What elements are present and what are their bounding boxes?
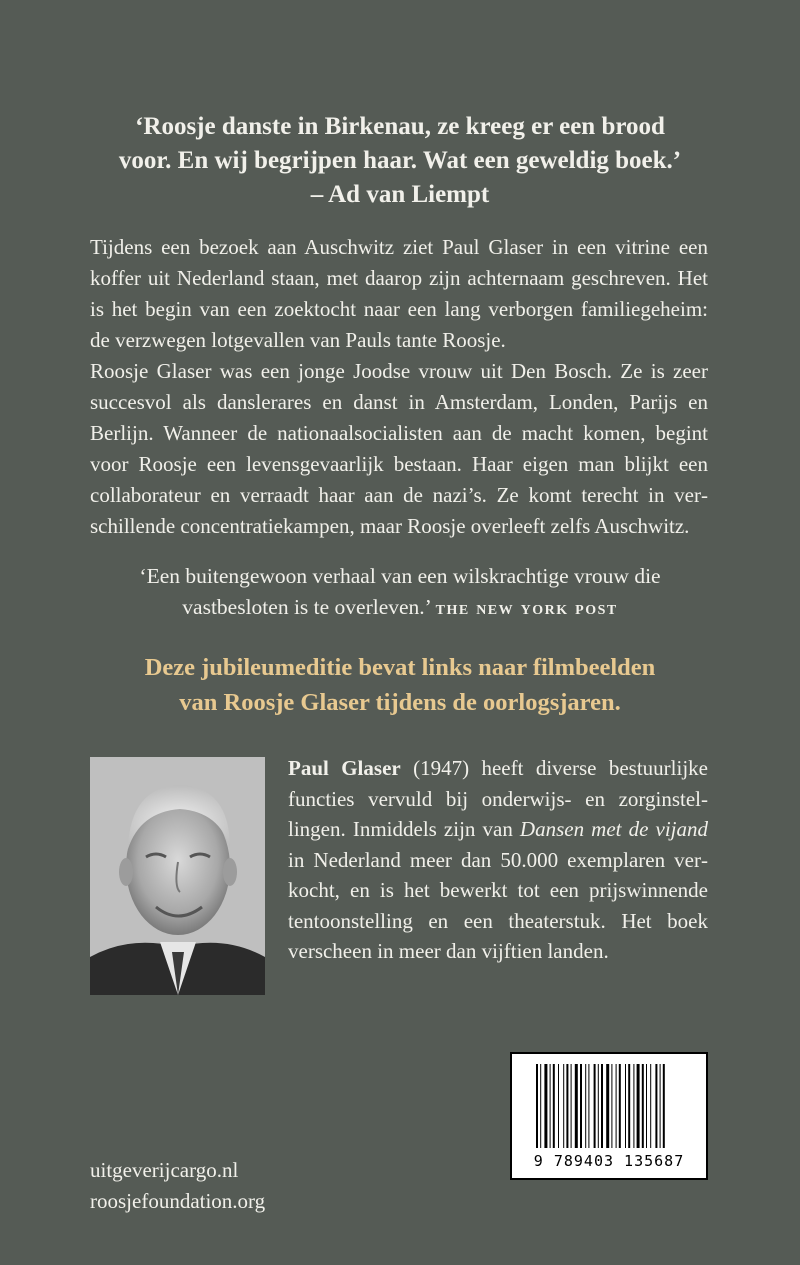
top-quote-line-2: voor. En wij begrijpen haar. Wat een geweldig boek.’ xyxy=(118,147,682,174)
barcode-bar xyxy=(563,1064,564,1148)
url-publisher[interactable]: uitgeverijcargo.nl xyxy=(90,1158,239,1182)
barcode-bar xyxy=(544,1064,547,1148)
barcode-bar xyxy=(571,1064,572,1148)
mid-quote xyxy=(0,561,800,624)
barcode-bar xyxy=(588,1064,589,1148)
book-title: Dansen met de vijand xyxy=(519,817,708,841)
blurb xyxy=(90,232,708,542)
mid-quote-line-1: ‘Een buitengewoon verhaal van een wilskrachtige vrouw die xyxy=(139,564,661,588)
barcode-bar xyxy=(625,1064,626,1148)
bio-text-part-2: in Nederland meer dan 50.000 exemplaren verkocht, en is het bewerkt tot een prijswinnende tentoonstelling en een theaterstuk. Het boek verscheen in meer dan vijftien landen. xyxy=(288,847,708,963)
top-quote-attribution: – Ad van Liempt xyxy=(310,181,490,208)
publisher-urls xyxy=(90,1155,265,1217)
mid-quote-line-2: vastbesloten is te overleven.’ xyxy=(182,595,431,619)
barcode-bar xyxy=(585,1064,586,1148)
blurb-paragraph-1: Tijdens een bezoek aan Auschwitz ziet Paul Glaser in een vitrine een koffer uit Nederland staan, met daarop zijn achternaam geschreven. Het is het begin van een zoektocht naar een lang verborgen familiegeheim: de verzwegen lotgevallen van Pauls tante Roosje. xyxy=(90,235,708,352)
barcode-bar xyxy=(642,1064,644,1148)
bio-text-part-1: (1947) heeft diverse bestuurlijke functies vervuld bij onderwijs- en zorginstellingen. Inmiddels zijn van xyxy=(288,756,708,841)
barcode-bar xyxy=(553,1064,555,1148)
barcode-bar xyxy=(633,1064,634,1148)
barcode-bar xyxy=(594,1064,596,1148)
barcode-bar xyxy=(606,1064,609,1148)
author-bio-text xyxy=(288,753,708,967)
barcode-bar xyxy=(663,1064,665,1148)
author-name: Paul Glaser xyxy=(288,756,401,780)
barcode-number: 9 789403 135687 xyxy=(533,1152,685,1170)
edition-highlight xyxy=(0,650,800,720)
barcode-bar xyxy=(601,1064,603,1148)
highlight-line-2: van Roosje Glaser tijdens de oorlogsjaren. xyxy=(179,689,621,716)
author-portrait xyxy=(90,757,265,995)
barcode-bar xyxy=(628,1064,630,1148)
barcode-bar xyxy=(619,1064,621,1148)
barcode-bar xyxy=(646,1064,647,1148)
barcode-bar xyxy=(536,1064,538,1148)
barcode xyxy=(510,1052,708,1180)
barcode-bar xyxy=(611,1064,612,1148)
mid-quote-line-2-wrap xyxy=(0,592,800,624)
top-quote-line-1: ‘Roosje danste in Birkenau, ze kreeg er een brood xyxy=(135,113,665,140)
barcode-bar xyxy=(598,1064,599,1148)
mid-quote-source: the new york post xyxy=(435,597,618,619)
barcode-bar xyxy=(558,1064,559,1148)
barcode-bar xyxy=(660,1064,661,1148)
barcode-bar xyxy=(650,1064,651,1148)
url-foundation[interactable]: roosjefoundation.org xyxy=(90,1189,266,1213)
author-portrait-drawing xyxy=(90,757,265,995)
barcode-bar xyxy=(550,1064,551,1148)
author-bio xyxy=(288,753,708,967)
blurb-paragraph-2: Roosje Glaser was een jonge Joodse vrouw uit Den Bosch. Ze is zeer succesvol als danslerares en danst in Amsterdam, Londen, Parijs en Berlijn. Wanneer de nationaalsocialisten aan de macht komen, begint voor Roosje een levensgevaarlijk bestaan. Haar eigen man blijkt een collaborateur en verraadt haar aan de nazi’s. Ze komt terecht in verschillende concentratiekampen, maar Roosje overleeft zelfs Auschwitz. xyxy=(90,359,708,538)
barcode-bar xyxy=(616,1064,617,1148)
barcode-bar xyxy=(540,1064,541,1148)
barcode-bar xyxy=(566,1064,568,1148)
barcode-bar xyxy=(655,1064,657,1148)
highlight-line-1: Deze jubileumeditie bevat links naar filmbeelden xyxy=(144,654,656,681)
barcode-bar xyxy=(580,1064,582,1148)
barcode-bar xyxy=(637,1064,640,1148)
top-quote xyxy=(0,110,800,212)
barcode-bar xyxy=(575,1064,578,1148)
